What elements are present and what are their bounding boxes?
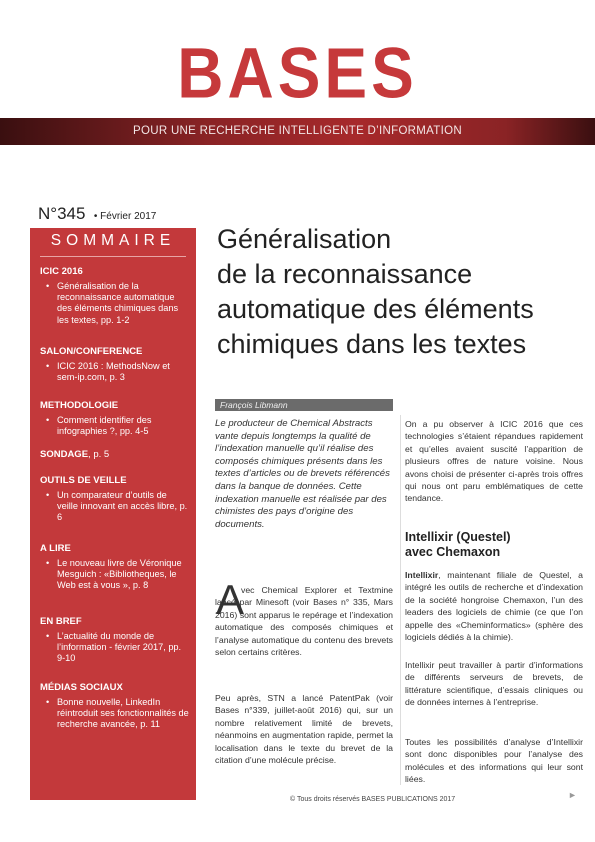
sommaire-section-heading[interactable] [40, 543, 190, 554]
sommaire-section [40, 682, 190, 731]
tagline: POUR UNE RECHERCHE INTELLIGENTE D’INFORMATION [133, 125, 462, 137]
drop-cap: A [216, 576, 245, 623]
sommaire-item-list [40, 558, 190, 592]
sommaire-section-heading[interactable] [40, 400, 190, 411]
sommaire-heading-text: ICIC 2016 [40, 266, 83, 277]
sommaire-title: SOMMAIRE [50, 232, 176, 249]
sommaire-section-heading[interactable] [40, 266, 190, 277]
sommaire-section [40, 346, 190, 383]
sommaire-section-heading[interactable] [40, 616, 190, 627]
sommaire-section [40, 475, 190, 524]
sommaire-item[interactable]: • Un comparateur d’outils de veille innovant en accès libre, p. 6 [50, 490, 190, 524]
sommaire-sidebar [30, 228, 196, 800]
headline-line: chimiques dans les textes [217, 329, 527, 359]
article-subheading [405, 530, 585, 560]
sommaire-heading-text: SONDAGE [40, 449, 89, 460]
col2-paragraph-4: Toutes les possibilités d’analyse d’Intellixir sont donc disponibles pour l’analyse des molécules et des informations qui leur sont liées. [405, 737, 583, 785]
sommaire-section-heading[interactable] [40, 449, 190, 460]
intellixir-bold: Intellixir [405, 570, 439, 580]
sommaire-section [40, 400, 190, 437]
sommaire-section [40, 616, 190, 665]
sommaire-heading-text: METHODOLOGIE [40, 400, 119, 411]
sommaire-section-heading[interactable] [40, 475, 190, 486]
masthead-title: BASES [177, 32, 418, 114]
sommaire-heading-text: OUTILS DE VEILLE [40, 475, 127, 486]
col2-paragraph-2 [405, 569, 583, 643]
headline-line: de la reconnaissance [217, 259, 473, 289]
subheading-line: avec Chemaxon [405, 545, 501, 559]
article-lead: Le producteur de Chemical Abstracts vante depuis longtemps la qualité de l’indexation manuelle qu’il réalise des composés chimiques présents dans les textes d’articles ou de brevets référencés dans la banque de données. Cette indexation manuelle est réalisée par des chimistes des pays d’origine des documents. [215, 418, 390, 530]
subheading-line: Intellixir (Questel) [405, 530, 511, 544]
sommaire-heading-text: A LIRE [40, 543, 71, 554]
sommaire-item[interactable]: • Bonne nouvelle, LinkedIn réintroduit ses fonctionnalités de recherche avancée, p. 11 [50, 697, 190, 731]
col1-paragraph-1-text: vec Chemical Explorer et Textmine lancé par Minesoft (voir Bases n° 335, Mars 2016) sont apparus le repérage et l’indexation automatique des composés chimiques et l’analyse automatique du contenu des brevets selon certains critères. [215, 585, 393, 658]
sommaire-section-heading[interactable] [40, 346, 190, 357]
copyright-footer: © Tous droits réservés BASES PUBLICATIONS 2017 [290, 796, 456, 803]
next-page-arrow-icon[interactable]: ► [568, 790, 577, 800]
sommaire-item[interactable]: • ICIC 2016 : MethodsNow et sem-ip.com, p. 3 [50, 361, 190, 383]
sommaire-heading-text: EN BREF [40, 616, 82, 627]
sommaire-item[interactable]: • Généralisation de la reconnaissance automatique des éléments chimiques dans les textes, pp. 1-2 [50, 281, 190, 326]
sommaire-section-heading[interactable] [40, 682, 190, 693]
sommaire-item-list [40, 697, 190, 731]
article-headline [217, 222, 587, 362]
sommaire-section [40, 449, 190, 464]
col2-paragraph-3: Intellixir peut travailler à partir d’informations de différents serveurs de brevets, de littérature scientifique, d’essais cliniques ou de données internes à l’entreprise. [405, 660, 583, 708]
sommaire-heading-text: MÉDIAS SOCIAUX [40, 682, 123, 693]
sommaire-item[interactable]: • Le nouveau livre de Véronique Mesguich : «Bibliotheques, le Web est à vous », p. 8 [50, 558, 190, 592]
sommaire-item-list [40, 361, 190, 383]
column-divider [400, 415, 401, 785]
col2-paragraph-1: On a pu observer à ICIC 2016 que ces technologies s’étaient répandues rapidement et qu’elles avaient suscité l’apparition de plusieurs offres de nature voisine. Nous avons choisi de présenter ci-après trois offres qui nous ont paru emblématiques de cette tendance. [405, 419, 583, 504]
issue-date: • Février 2017 [93, 211, 157, 222]
sommaire-heading-text: SALON/CONFERENCE [40, 346, 143, 357]
headline-line: Généralisation [217, 224, 392, 254]
sommaire-item[interactable]: • Comment identifier des infographies ?, pp. 4-5 [50, 415, 190, 437]
sommaire-heading-pages: , p. 5 [88, 449, 110, 460]
issue-info [38, 204, 156, 224]
article-author: François Libmann [220, 400, 288, 410]
sommaire-item[interactable]: • L’actualité du monde de l’information - février 2017, pp. 9-10 [50, 631, 190, 665]
sommaire-item-list [40, 281, 190, 326]
issue-number: N°345 [38, 204, 86, 223]
sommaire-divider [40, 256, 186, 257]
col1-paragraph-1 [215, 584, 393, 658]
sommaire-item-list [40, 490, 190, 524]
sommaire-section [40, 543, 190, 592]
sommaire-item-list [40, 415, 190, 437]
headline-line: automatique des éléments [217, 294, 534, 324]
col2-paragraph-2-text: , maintenant filiale de Questel, a intégré les outils de recherche et d’indexation de la société hongroise Chemaxon, l’un des leaders des logiciels de chimie (ce que l’on appelle des «Cheminformatics» (sphère des logiciels dédiés à la chimie). [405, 570, 583, 643]
sommaire-item-list [40, 631, 190, 665]
sommaire-section [40, 266, 190, 326]
col1-paragraph-2: Peu après, STN a lancé PatentPak (voir Bases n°339, juillet-août 2016) qui, sur un nombre relativement limité de brevets, néanmoins en augmentation rapide, permet la localisation dans le texte du brevet de la citation d’une molécule précise. [215, 693, 393, 766]
